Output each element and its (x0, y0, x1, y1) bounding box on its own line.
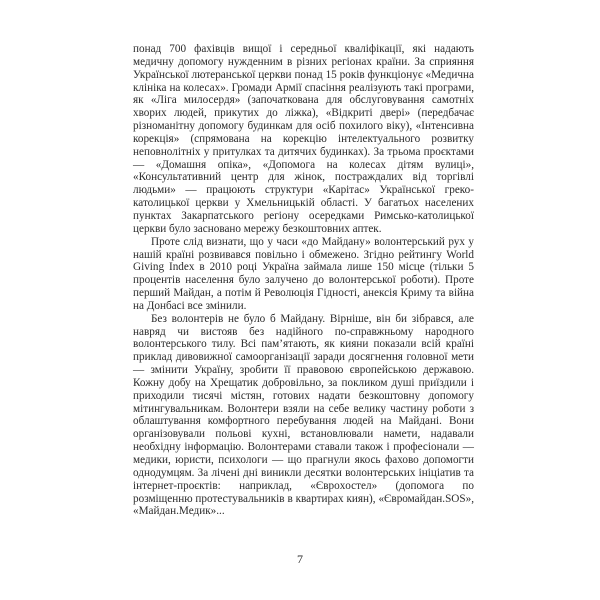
paragraph-1: понад 700 фахівців вищої і середньої кваліфікації, які надають медичну допомогу нужденним в різних регіонах країни. За сприяння Української лютеранської церкви понад 15 років функціонує «Медична клініка на колесах». Громади Армії спасіння реалізують такі програми, як «Ліга милосердя» (започаткована для обслуговування самотніх хворих людей, прикутих до ліжка), «Відкриті двері» (передбачає різноманітну допомогу будинкам для осіб похилого віку), «Інтенсивна корекція» (спрямована на корекцію інтелектуального розвитку неповнолітніх у притулках та дитячих будинках). За трьома проєктами — «Домашня опіка», «Допомога на колесах дітям вулиці», «Консультативний центр для жінок, постраждалих від торгівлі людьми» — працюють структури «Карітас» Української греко-католицької церкви у Хмельницькій області. У багатьох населених пунктах Закарпатського регіону осередками Римсько-католицької церкви було засновано мережу безкоштовних аптек. (133, 43, 474, 235)
page-number: 7 (297, 552, 303, 566)
paragraph-3: Без волонтерів не було б Майдану. Вірніше, він би зібрався, але навряд чи вистояв без надійного по-справжньому народного волонтерського тилу. Всі пам’ятають, як кияни показали всій країні приклад дивовижної самоорганізації заради досягнення головної мети — змінити Україну, зробити її правовою європейською державою. Кожну добу на Хрещатик добровільно, за покликом душі приїздили і приходили тисячі містян, готових надати безкоштовну допомогу мітингувальникам. Волонтери взяли на себе велику частину роботи з облаштування комфортного перебування людей на Майдані. Вони організовували польові кухні, встановлювали намети, надавали необхідну інформацію. Волонтерами ставали також і професіонали — медики, юристи, психологи — що прагнули якось фахово допомогти однодумцям. За лічені дні виникли десятки волонтерських ініціатив та інтернет-проєктів: наприклад, «Євроxостел» (допомога по розміщенню протестувальників в квартирах киян), «Євромайдан.SOS», «Майдан.Медик»... (133, 312, 474, 518)
page-body-text (133, 43, 474, 518)
paragraph-2: Проте слід визнати, що у часи «до Майдану» волонтерський рух у нашій країні розвивався повільно і обмежено. Згідно рейтингу World Giving Index в 2010 році Україна займала лише 150 місце (тільки 5 процентів населення було залучено до волонтерської роботи). Проте перший Майдан, а потім й Революція Гідності, анексія Криму та війна на Донбасі все змінили. (133, 235, 474, 312)
